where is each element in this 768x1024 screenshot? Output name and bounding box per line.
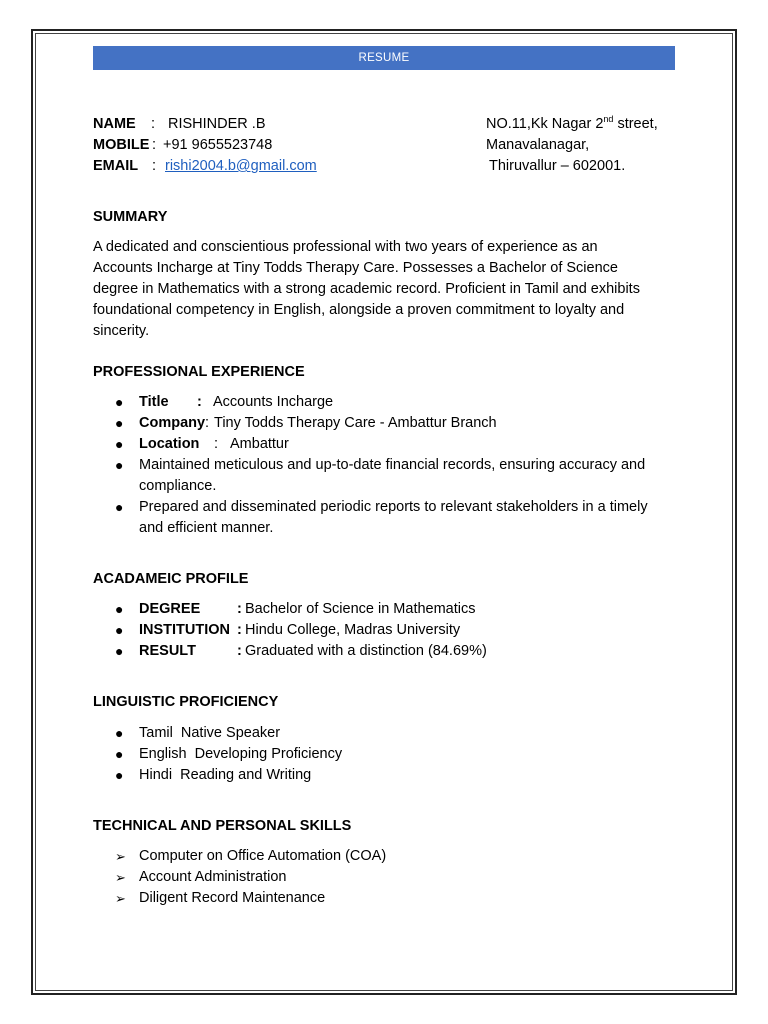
mobile-separator: : bbox=[152, 137, 157, 153]
address-superscript: nd bbox=[603, 114, 614, 124]
name-separator: : bbox=[151, 116, 156, 132]
location-label: Location bbox=[139, 436, 200, 452]
skills-heading: TECHNICAL AND PERSONAL SKILLS bbox=[93, 818, 352, 834]
summary-text: A dedicated and conscientious professional with two years of experience as an Accounts Incharge at Tiny Todds Therapy Care. Possesses a Bachelor of Science degree in Mathematics with a strong academic record. Proficient in Tamil and exhibits foundational competency in English, alongside a proven commitment to loyalty and sincerity. bbox=[93, 239, 640, 339]
institution-label: INSTITUTION bbox=[139, 622, 231, 638]
arrow-bullet-icon: ➢ bbox=[115, 849, 126, 864]
result-label: RESULT bbox=[139, 643, 196, 659]
bullet-dot-icon: ● bbox=[115, 622, 124, 638]
list-item bbox=[93, 413, 653, 434]
title-separator: : bbox=[197, 394, 202, 410]
bullet-dot-icon: ● bbox=[115, 436, 124, 452]
bullet-dot-icon: ● bbox=[115, 415, 124, 431]
academic-list bbox=[93, 599, 653, 662]
address-line-2: Manavalanagar, bbox=[486, 137, 590, 153]
list-item bbox=[93, 599, 653, 620]
email-link[interactable]: rishi2004.b@gmail.com bbox=[165, 158, 317, 174]
bullet-dot-icon: ● bbox=[115, 746, 124, 762]
title-label: Title bbox=[139, 394, 169, 410]
language-tamil: Tamil Native Speaker bbox=[139, 725, 281, 741]
degree-label: DEGREE bbox=[139, 601, 201, 617]
list-item bbox=[93, 455, 653, 497]
institution-separator: : bbox=[237, 622, 242, 638]
skill-text: Diligent Record Maintenance bbox=[139, 890, 326, 906]
email-label: EMAIL bbox=[93, 158, 139, 174]
arrow-bullet-icon: ➢ bbox=[115, 891, 126, 906]
degree-value: Bachelor of Science in Mathematics bbox=[245, 601, 476, 617]
list-item bbox=[93, 867, 653, 888]
list-item bbox=[93, 765, 653, 786]
address-line-1 bbox=[486, 114, 658, 134]
experience-list bbox=[93, 392, 653, 539]
institution-value: Hindu College, Madras University bbox=[245, 622, 461, 638]
arrow-bullet-icon: ➢ bbox=[115, 870, 126, 885]
company-label: Company bbox=[139, 415, 206, 431]
list-item bbox=[93, 744, 653, 765]
title-value: Accounts Incharge bbox=[213, 394, 334, 410]
result-value: Graduated with a distinction (84.69%) bbox=[245, 643, 487, 659]
languages-list bbox=[93, 723, 653, 786]
experience-heading: PROFESSIONAL EXPERIENCE bbox=[93, 364, 305, 380]
result-separator: : bbox=[237, 643, 242, 659]
address-line-1-end: street, bbox=[613, 116, 658, 132]
academic-heading: ACADAMEIC PROFILE bbox=[93, 571, 249, 587]
company-value: Tiny Todds Therapy Care - Ambattur Branch bbox=[214, 415, 497, 431]
company-separator: : bbox=[205, 415, 210, 431]
location-separator: : bbox=[214, 436, 219, 452]
skill-text: Computer on Office Automation (COA) bbox=[139, 848, 387, 864]
resume-banner: RESUME bbox=[93, 46, 675, 70]
bullet-dot-icon: ● bbox=[115, 601, 124, 617]
list-item bbox=[93, 497, 653, 539]
language-hindi: Hindi Reading and Writing bbox=[139, 767, 312, 783]
language-english: English Developing Proficiency bbox=[139, 746, 343, 762]
skills-list bbox=[93, 846, 653, 909]
summary-heading: SUMMARY bbox=[93, 209, 168, 225]
mobile-value: +91 9655523748 bbox=[163, 137, 273, 153]
list-item bbox=[93, 723, 653, 744]
list-item bbox=[93, 846, 653, 867]
address-line-3: Thiruvallur – 602001. bbox=[489, 158, 626, 174]
bullet-dot-icon: ● bbox=[115, 394, 124, 410]
bullet-dot-icon: ● bbox=[115, 499, 124, 515]
bullet-dot-icon: ● bbox=[115, 725, 124, 741]
list-item bbox=[93, 434, 653, 455]
list-item bbox=[93, 641, 653, 662]
address-line-1-main: NO.11,Kk Nagar 2 bbox=[486, 116, 604, 132]
location-value: Ambattur bbox=[230, 436, 289, 452]
mobile-label: MOBILE bbox=[93, 137, 150, 153]
name-label: NAME bbox=[93, 116, 136, 132]
degree-separator: : bbox=[237, 601, 242, 617]
bullet-dot-icon: ● bbox=[115, 643, 124, 659]
bullet-dot-icon: ● bbox=[115, 767, 124, 783]
skill-text: Account Administration bbox=[139, 869, 287, 885]
list-item bbox=[93, 392, 653, 413]
name-value: RISHINDER .B bbox=[168, 116, 266, 132]
list-item bbox=[93, 888, 653, 909]
email-separator: : bbox=[152, 158, 157, 174]
bullet-dot-icon: ● bbox=[115, 457, 124, 473]
duty-text: Prepared and disseminated periodic reports to relevant stakeholders in a timely and efficient manner. bbox=[139, 499, 648, 536]
list-item bbox=[93, 620, 653, 641]
duty-text: Maintained meticulous and up-to-date financial records, ensuring accuracy and compliance. bbox=[139, 457, 646, 494]
languages-heading: LINGUISTIC PROFICIENCY bbox=[93, 694, 279, 710]
